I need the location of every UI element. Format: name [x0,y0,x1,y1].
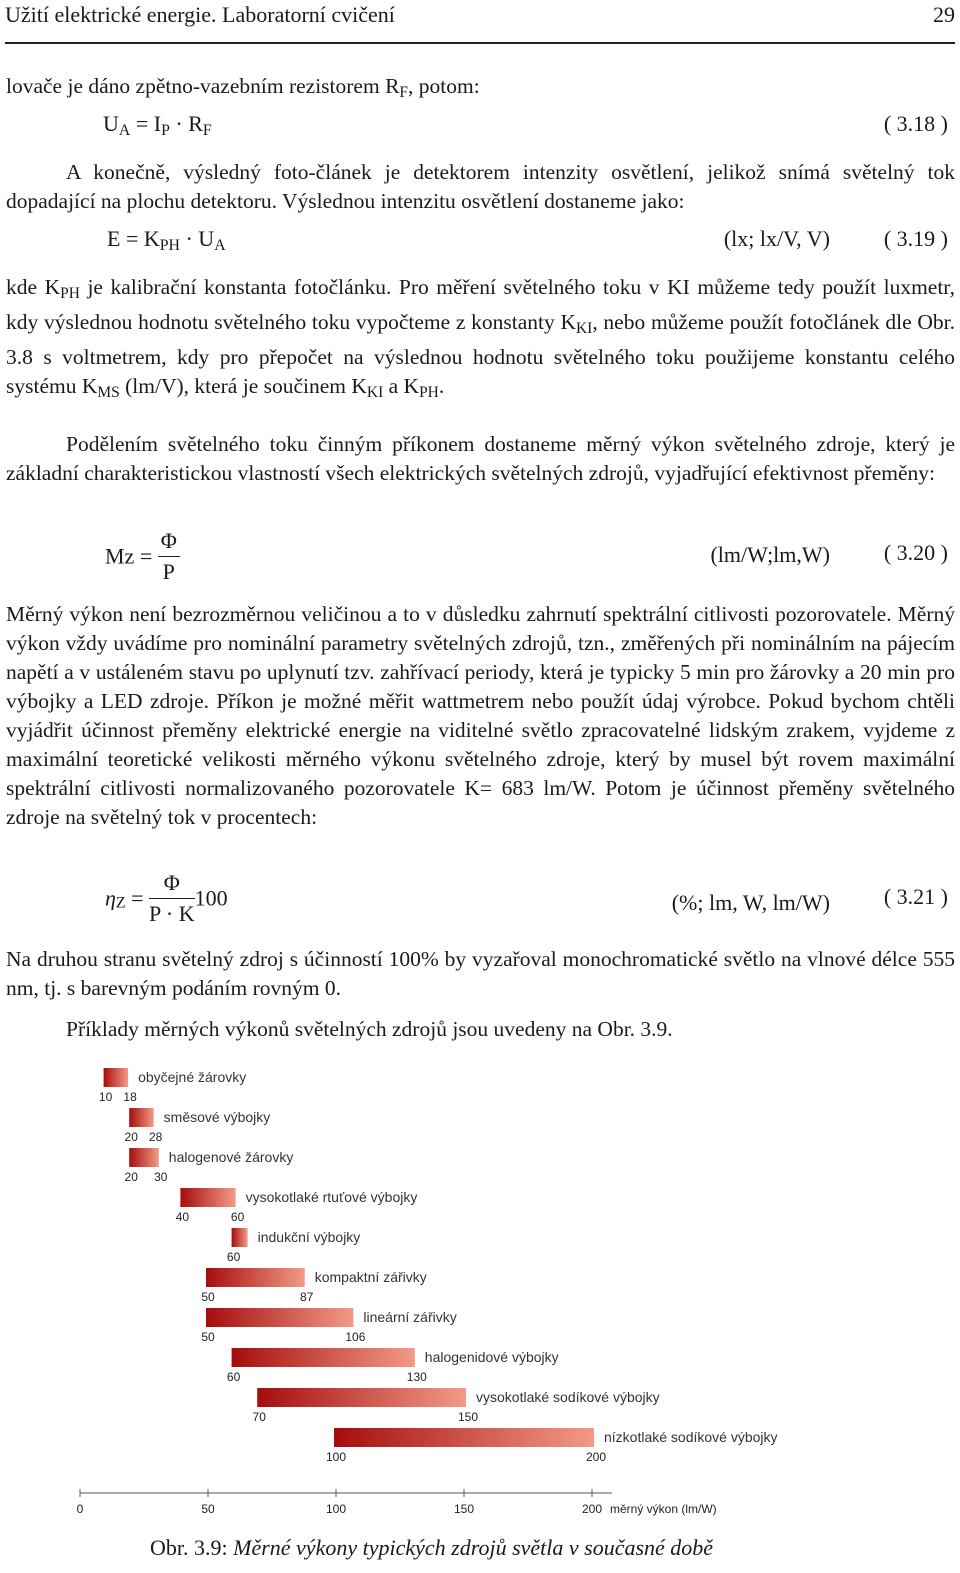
equation-number: ( 3.21 ) [883,884,948,909]
paragraph-6: Na druhou stranu světelný zdroj s účinností 100% by vyzařoval monochromatické světlo na vlnové délce 555 nm, tj. s barevným podáním rovným 0. [6,947,955,1000]
range-max-label: 30 [154,1170,168,1184]
category-label: vysokotlaké sodíkové výbojky [476,1389,660,1405]
equation-units: (lm/W;lm,W) [710,542,830,567]
equation-number: ( 3.20 ) [883,540,948,565]
category-label: vysokotlaké rtuťové výbojky [245,1189,418,1205]
paragraph-5: Měrný výkon není bezrozměrnou veličinou a to v důsledku zahrnutí spektrální citlivosti pozorovatele. Měrný výkon vždy uvádíme pro nominální parametry světelných zdrojů, tzn., změřených při nominálním na pájecím napětí a v ustáleném stavu po uplynutí tzv. zahřívací periody, která je typicky 5 min pro žárovky a 20 min pro výbojky a LED zdroje. Příkon je možné měřit wattmetrem nebo použít údaj výrobce. Pokud bychom chtěli vyjádřit účinnost přeměny elektrické energie na viditelné světlo zpracovatelné lidským zrakem, vyjdeme z maximální teoretické velikosti měrného výkonu světelného zdroje, který by musel být rovem maximální spektrální citlivosti normalizovaného pozorovatele K= 683 lm/W. Potom je účinnost přeměny světelného zdroje na světelný tok v procentech: [6,602,955,829]
category-label: kompaktní zářivky [314,1269,427,1285]
paragraph-1: lovače je dáno zpětno-vazebním rezistorem $R_F$, potom: [6,74,480,101]
figure-caption: Obr. 3.9: Měrné výkony typických zdrojů světla v současné době [150,1535,714,1560]
range-min-label: 10 [98,1090,113,1104]
bar-3 [129,1148,159,1167]
efficacy-chart [60,1058,860,1518]
range-min-label: 20 [124,1130,138,1144]
paragraph-7: Příklady měrných výkonů světelných zdrojů jsou uvedeny na Obr. 3.9. [66,1017,673,1041]
bar-2 [129,1108,153,1127]
paragraph-4: Podělením světelného toku činným příkonem dostaneme měrný výkon světelného zdroje, který je základní charakteristickou vlastností všech elektrických světelných zdrojů, vyjadřující efektivnost přeměny: [6,432,955,485]
equation-formula: $\eta_Z$ = $\frac{\Phi}{P \cdot K}$ 100 [105,870,228,926]
range-max-label: 150 [457,1410,479,1424]
x-tick-label: 0 [76,1502,84,1516]
bar-6 [206,1268,305,1287]
range-max-label: 60 [230,1210,245,1224]
bar-7 [206,1308,353,1327]
paragraph-3: kde $K_{PH}$ je kalibrační konstanta fotočlánku. Pro měření světelného toku v KI můžeme tedy použít luxmetr, kdy výslednou hodnotu světelného toku vypočteme z konstanty $K_{KI}$, nebo můžeme použít fotočlánek dle Obr. 3.8 s voltmetrem, kdy pro přepočet na výslednou hodnotu světelného toku použijeme konstantu celého systému $K_{MS}$ (lm/V), která je součinem $K_{KI}$ a $K_{PH}$. [6,275,956,401]
equation-formula: $U_A = I_P \cdot R_F$ [103,111,212,139]
paragraph-2: A konečně, výsledný foto-článek je detektorem intenzity osvětlení, jelikož snímá světelný tok dopadající na plochu detektoru. Výslednou intenzitu osvětlení dostaneme jako: [6,160,955,213]
range-max-label: 28 [149,1130,163,1144]
category-label: halogenidové výbojky [424,1349,559,1365]
x-tick-label: 150 [453,1502,475,1516]
equation-units: (%; lm, W, lm/W) [671,890,830,915]
range-min-label: 40 [175,1210,190,1224]
range-min-label: 50 [201,1330,215,1344]
category-label: lineární zářivky [363,1309,457,1325]
bar-1 [104,1068,128,1087]
bar-8 [232,1348,415,1367]
equation-number: ( 3.18 ) [883,111,948,136]
bar-4 [180,1188,235,1207]
page-header [5,2,955,44]
range-max-label: 106 [345,1330,366,1344]
range-min-label: 60 [226,1250,241,1264]
x-tick-label: 200 [581,1502,603,1516]
range-min-label: 60 [226,1370,241,1384]
category-label: směsové výbojky [163,1109,271,1125]
equation-number: ( 3.19 ) [883,226,948,251]
category-label: obyčejné žárovky [138,1069,247,1085]
bar-5 [232,1228,248,1247]
bar-10 [334,1428,594,1447]
equation-units: (lx; lx/V, V) [723,226,830,251]
range-max-label: 200 [585,1450,607,1464]
range-min-label: 20 [124,1170,138,1184]
range-min-label: 50 [201,1290,215,1304]
range-min-label: 100 [325,1450,347,1464]
bar-9 [257,1388,466,1407]
page-number: 29 [933,2,955,27]
equation-formula: $E = K_{PH} \cdot U_A$ [107,226,226,254]
x-axis-label: měrný výkon (lm/W) [610,1502,717,1516]
category-label: halogenové žárovky [168,1149,294,1165]
category-label: nízkotlaké sodíkové výbojky [604,1429,778,1445]
x-tick-label: 100 [325,1502,347,1516]
range-min-label: 70 [252,1410,266,1424]
category-label: indukční výbojky [257,1229,361,1245]
range-max-label: 18 [123,1090,137,1104]
range-max-label: 87 [300,1290,314,1304]
header-title: Užití elektrické energie. Laboratorní cvičení [5,2,395,27]
x-tick-label: 50 [201,1502,215,1516]
equation-formula: Mz = $\frac{\Phi}{P}$ [105,528,180,585]
range-max-label: 130 [406,1370,427,1384]
